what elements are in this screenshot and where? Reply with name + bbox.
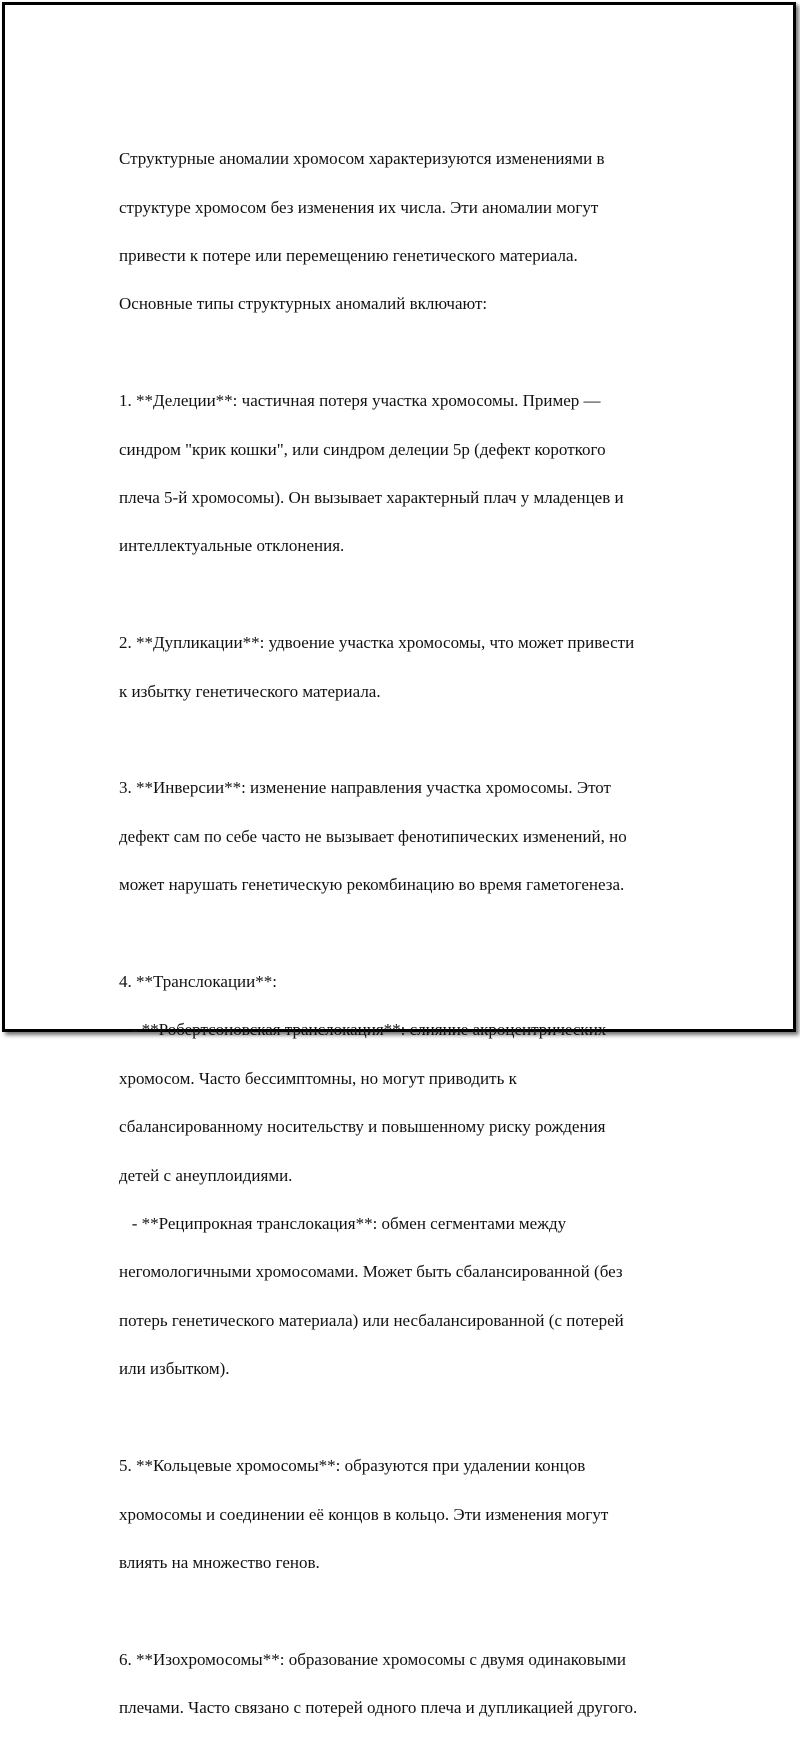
text-line: 6. **Изохромосомы**: образование хромосомы с двумя одинаковыми bbox=[119, 1649, 626, 1669]
text-line: плеча 5-й хромосомы). Он вызывает характерный плач у младенцев и bbox=[119, 488, 624, 508]
text-line: - **Реципрокная транслокация**: обмен сегментами между bbox=[119, 1214, 567, 1234]
text-line: интеллектуальные отклонения. bbox=[119, 536, 345, 556]
text-line: 3. **Инверсии**: изменение направления участка хромосомы. Этот bbox=[119, 778, 611, 798]
text-line: хромосом. Часто бессимптомны, но могут приводить к bbox=[119, 1068, 517, 1088]
paragraph-isochromosomes bbox=[119, 1624, 719, 1745]
paragraph-intro bbox=[119, 123, 719, 341]
text-line: плечами. Часто связано с потерей одного плеча и дупликацией другого. bbox=[119, 1698, 638, 1718]
text-line: или избытком). bbox=[119, 1359, 230, 1379]
document-body bbox=[119, 123, 719, 1745]
text-line: структуре хромосом без изменения их числа. Эти аномалии могут bbox=[119, 197, 599, 217]
text-line: привести к потере или перемещению генетического материала. bbox=[119, 246, 578, 266]
text-line: потерь генетического материала) или несбалансированной (с потерей bbox=[119, 1310, 624, 1330]
text-line: 4. **Транслокации**: bbox=[119, 972, 277, 992]
paragraph-duplications bbox=[119, 607, 719, 728]
paragraph-ring-chromosomes bbox=[119, 1430, 719, 1599]
text-line: 1. **Делеции**: частичная потеря участка хромосомы. Пример — bbox=[119, 391, 601, 411]
text-line: хромосомы и соединении её концов в кольцо. Эти изменения могут bbox=[119, 1504, 609, 1524]
paragraph-inversions bbox=[119, 752, 719, 921]
text-line: Основные типы структурных аномалий включают: bbox=[119, 294, 488, 314]
text-line: негомологичными хромосомами. Может быть сбалансированной (без bbox=[119, 1262, 623, 1282]
text-line: дефект сам по себе часто не вызывает фенотипических изменений, но bbox=[119, 826, 627, 846]
text-line: Структурные аномалии хромосом характеризуются изменениями в bbox=[119, 149, 605, 169]
page-frame bbox=[2, 2, 796, 1718]
text-line: детей с анеуплоидиями. bbox=[119, 1165, 293, 1185]
text-line: сбалансированному носительству и повышенному риску рождения bbox=[119, 1117, 606, 1137]
text-line: синдром "крик кошки", или синдром делеции 5p (дефект короткого bbox=[119, 439, 606, 459]
text-line: 2. **Дупликации**: удвоение участка хромосомы, что может привести bbox=[119, 633, 635, 653]
text-line: - **Робертсоновская транслокация**: слияние акроцентрических bbox=[119, 1020, 607, 1040]
text-line: к избытку генетического материала. bbox=[119, 681, 381, 701]
text-line: 5. **Кольцевые хромосомы**: образуются при удалении концов bbox=[119, 1456, 586, 1476]
text-line: может нарушать генетическую рекомбинацию во время гаметогенеза. bbox=[119, 875, 625, 895]
text-line: влиять на множество генов. bbox=[119, 1552, 320, 1572]
paragraph-translocations bbox=[119, 946, 719, 1406]
paragraph-deletions bbox=[119, 365, 719, 583]
